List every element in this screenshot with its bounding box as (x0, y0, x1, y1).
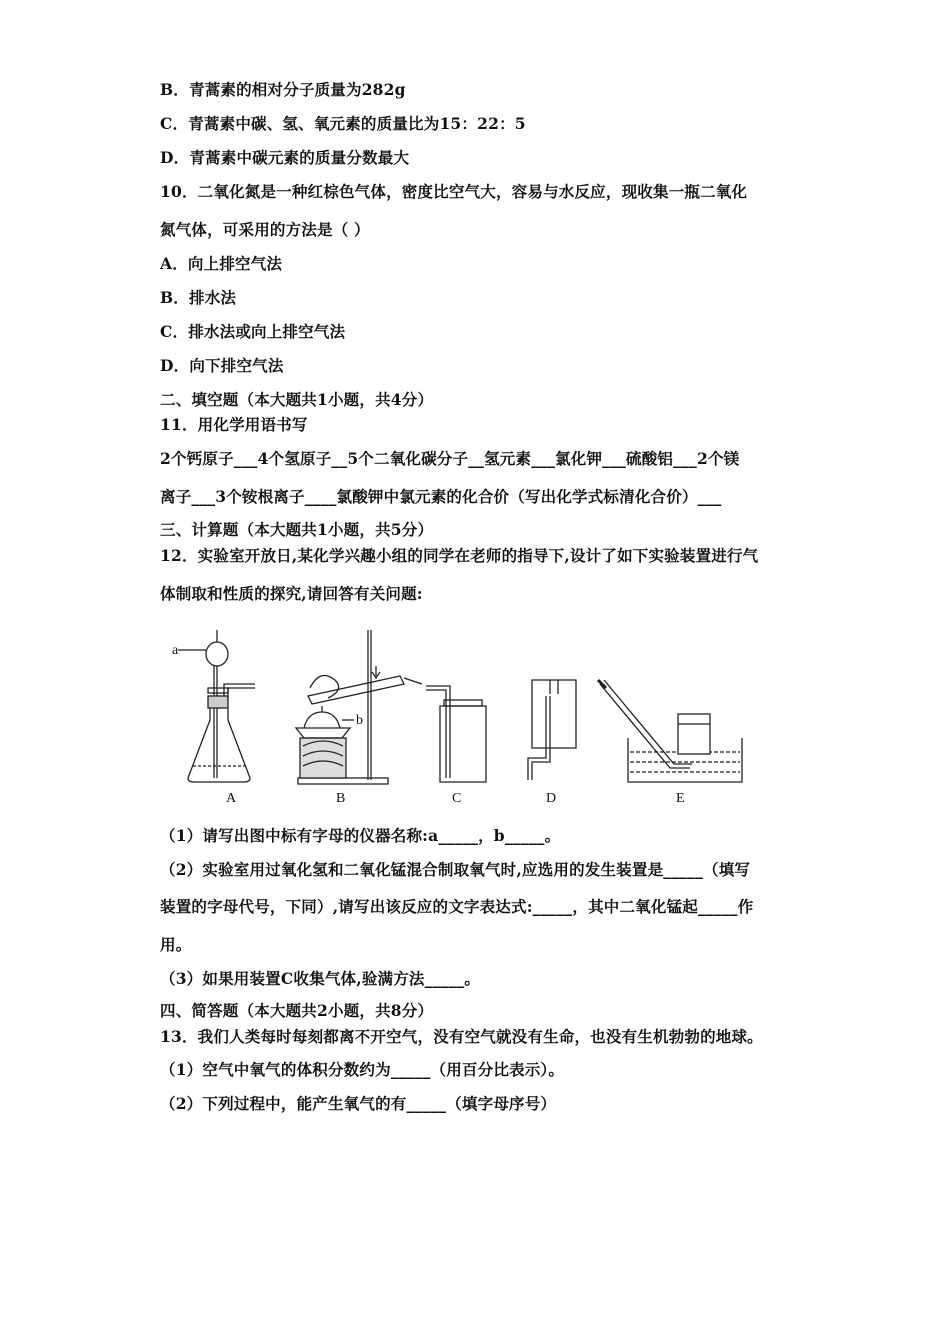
section-3-heading: 三、计算题（本大题共1小题，共5分） (160, 520, 434, 539)
label-C: C (452, 791, 462, 806)
q10-option-a: A．向上排空气法 (160, 254, 283, 273)
label-D: D (546, 791, 557, 806)
label-a: a (172, 643, 179, 658)
q12-part-2-line-2: 装置的字母代号，下同）,请写出该反应的文字表达式:_____，其中二氧化锰起_____作 (160, 897, 754, 916)
q12-part-2-line-3: 用。 (160, 935, 192, 954)
question-12-line-1: 12．实验室开放日,某化学兴趣小组的同学在老师的指导下,设计了如下实验装置进行气 (160, 546, 759, 565)
option-d-line: D．青蒿素中碳元素的质量分数最大 (160, 148, 410, 167)
apparatus-c (426, 686, 486, 782)
q12-part-1: （1）请写出图中标有字母的仪器名称:a_____，b_____。 (160, 826, 561, 845)
apparatus-e (598, 680, 742, 782)
q10-option-c: C．排水法或向上排空气法 (160, 322, 346, 341)
question-10-line-1: 10．二氧化氮是一种红棕色气体，密度比空气大，容易与水反应，现收集一瓶二氧化 (160, 182, 748, 201)
section-4-heading: 四、简答题（本大题共2小题，共8分） (160, 1001, 434, 1020)
q13-part-1: （1）空气中氧气的体积分数约为_____（用百分比表示）。 (160, 1060, 565, 1079)
apparatus-b (296, 630, 422, 784)
apparatus-d (528, 680, 576, 780)
q12-part-2-line-1: （2）实验室用过氧化氢和二氧化锰混合制取氧气时,应选用的发生装置是_____（填写 (160, 860, 751, 879)
question-11-line-1: 11．用化学用语书写 (160, 415, 308, 434)
q10-option-b: B．排水法 (160, 288, 237, 307)
q13-part-2: （2）下列过程中，能产生氧气的有_____（填字母序号） (160, 1094, 557, 1113)
label-b: b (356, 713, 363, 728)
section-2-heading: 二、填空题（本大题共1小题，共4分） (160, 390, 434, 409)
question-12-line-2: 体制取和性质的探究,请回答有关问题: (160, 584, 423, 603)
question-11-line-3: 离子___3个铵根离子____氯酸钾中氯元素的化合价（写出化学式标清化合价）___ (160, 487, 722, 506)
option-c-line: C．青蒿素中碳、氢、氧元素的质量比为15：22：5 (160, 114, 526, 133)
label-A: A (226, 791, 237, 806)
label-E: E (676, 791, 685, 806)
label-B: B (336, 791, 346, 806)
question-13-line-1: 13．我们人类每时每刻都离不开空气，没有空气就没有生命，也没有生机勃勃的地球。 (160, 1027, 763, 1046)
apparatus-a (178, 630, 255, 782)
question-11-line-2: 2个钙原子___4个氢原子__5个二氧化碳分子__氢元素___氯化钾___硫酸铝___2个镁 (160, 449, 740, 468)
question-10-line-2: 氮气体，可采用的方法是（ ） (160, 220, 370, 239)
q10-option-d: D．向下排空气法 (160, 356, 284, 375)
option-b-line: B．青蒿素的相对分子质量为282g (160, 80, 406, 99)
apparatus-figure (160, 628, 800, 808)
q12-part-3: （3）如果用装置C收集气体,验满方法_____。 (160, 969, 481, 988)
